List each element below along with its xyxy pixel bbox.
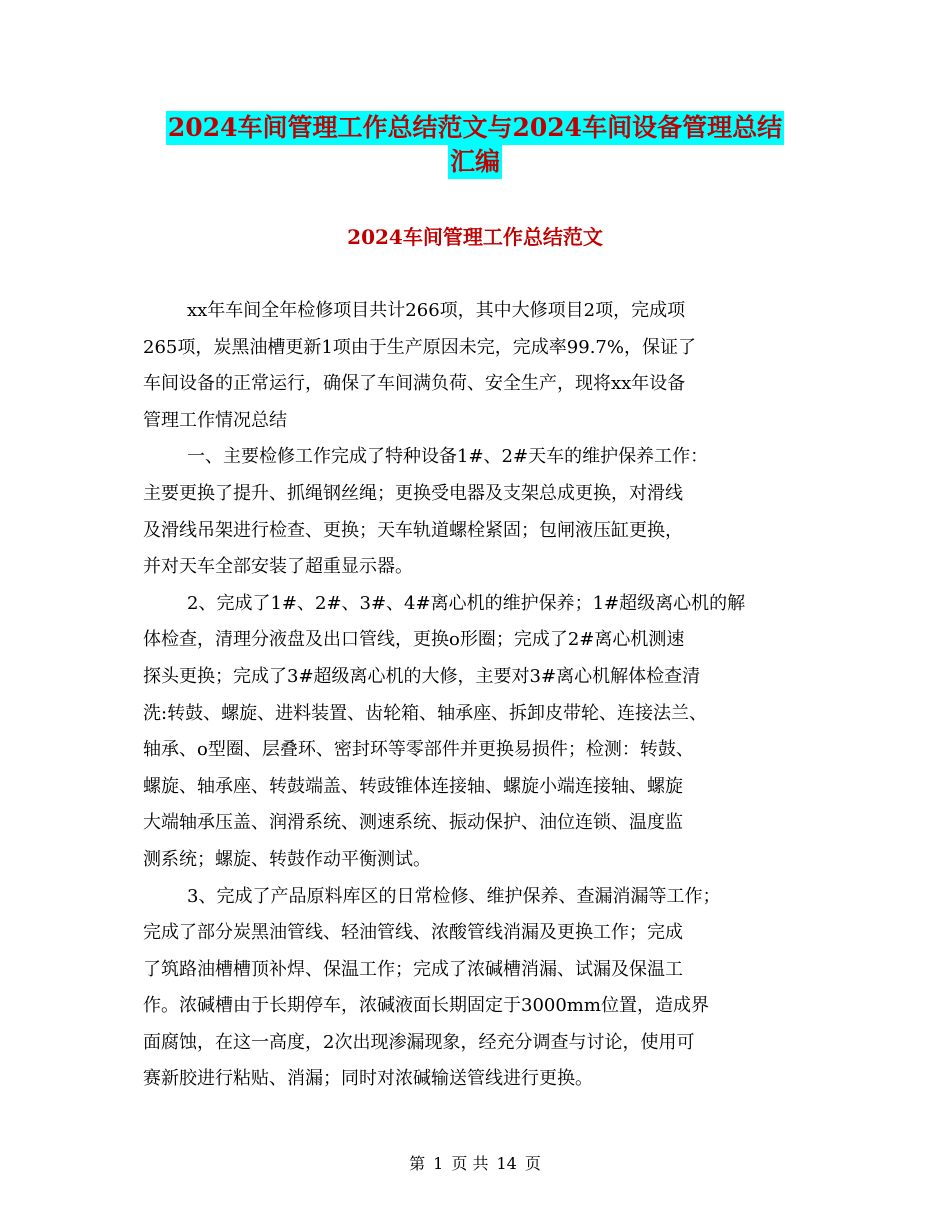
paragraph-line: 主要更换了提升、抓绳钢丝绳；更换受电器及支架总成更换，对滑线 bbox=[143, 482, 683, 504]
paragraph-line: 螺旋、轴承座、转鼓端盖、转豉锥体连接轴、螺旋小端连接轴、螺旋 bbox=[143, 775, 683, 797]
body-text bbox=[143, 293, 815, 1098]
paragraph-line: 及滑线吊架进行检查、更换；天车轨道螺栓紧固；包闸液压缸更换， bbox=[143, 519, 683, 541]
title-line-1: 2024车间管理工作总结范文与2024车间设备管理总结 bbox=[166, 111, 784, 145]
paragraph-line: 体检查，清理分液盘及出口管线，更换o形圈；完成了2#离心机测速 bbox=[143, 629, 685, 651]
title-line-2: 汇编 bbox=[448, 145, 502, 179]
paragraph-line: 测系统；螺旋、转鼓作动平衡测试。 bbox=[143, 848, 431, 870]
paragraph-line: 2、完成了1#、2#、3#、4#离心机的维护保养；1#超级离心机的解 bbox=[187, 592, 746, 614]
paragraph-line: 一、主要检修工作完成了特种设备1#、2#天车的维护保养工作： bbox=[187, 446, 709, 468]
paragraph-line: 了筑路油槽槽顶补焊、保温工作；完成了浓碱槽消漏、试漏及保温工 bbox=[143, 958, 683, 980]
paragraph-line: 轴承、o型圈、层叠环、密封环等零部件并更换易损件；检测：转鼓、 bbox=[143, 739, 694, 761]
paragraph-line: xx年车间全年检修项目共计266项，其中大修项目2项，完成项 bbox=[187, 300, 686, 321]
paragraph-line: 并对天车全部安装了超重显示器。 bbox=[143, 556, 413, 578]
paragraph-line: 作。浓碱槽由于长期停车，浓碱液面长期固定于3000mm位置，造成界 bbox=[143, 995, 709, 1017]
section-title: 2024车间管理工作总结范文 bbox=[347, 225, 603, 249]
paragraph-line: 265项，炭黑油槽更新1项由于生产原因未完，完成率99.7%，保证了 bbox=[143, 336, 696, 358]
paragraph-line: 车间设备的正常运行，确保了车间满负荷、安全生产，现将xx年设备 bbox=[143, 373, 686, 395]
paragraph-line: 管理工作情况总结 bbox=[143, 409, 287, 431]
document-title bbox=[0, 111, 950, 179]
paragraph-line: 完成了部分炭黑油管线、轻油管线、浓酸管线消漏及更换工作；完成 bbox=[143, 922, 683, 944]
page-prefix: 第 bbox=[409, 1154, 426, 1173]
paragraph-line: 3、完成了产品原料库区的日常检修、维护保养、查漏消漏等工作； bbox=[187, 885, 721, 907]
page-total: 14 bbox=[496, 1154, 517, 1173]
page-suffix: 页 bbox=[524, 1154, 541, 1173]
page-footer bbox=[0, 1152, 950, 1176]
paragraph-line: 面腐蚀，在这一高度，2次出现渗漏现象，经充分调查与讨论，使用可 bbox=[143, 1031, 695, 1053]
paragraph-line: 探头更换；完成了3#超级离心机的大修，主要对3#离心机解体检查清 bbox=[143, 665, 701, 687]
page-mid: 页 共 bbox=[451, 1154, 489, 1173]
paragraph-line: 赛新胶进行粘贴、消漏；同时对浓碱输送管线进行更换。 bbox=[143, 1068, 593, 1090]
page-number: 1 bbox=[433, 1154, 444, 1173]
paragraph-line: 大端轴承压盖、润滑系统、测速系统、振动保护、油位连锁、温度监 bbox=[143, 812, 683, 834]
paragraph-line: 洗:转鼓、螺旋、进料装置、齿轮箱、轴承座、拆卸皮带轮、连接法兰、 bbox=[143, 702, 708, 724]
